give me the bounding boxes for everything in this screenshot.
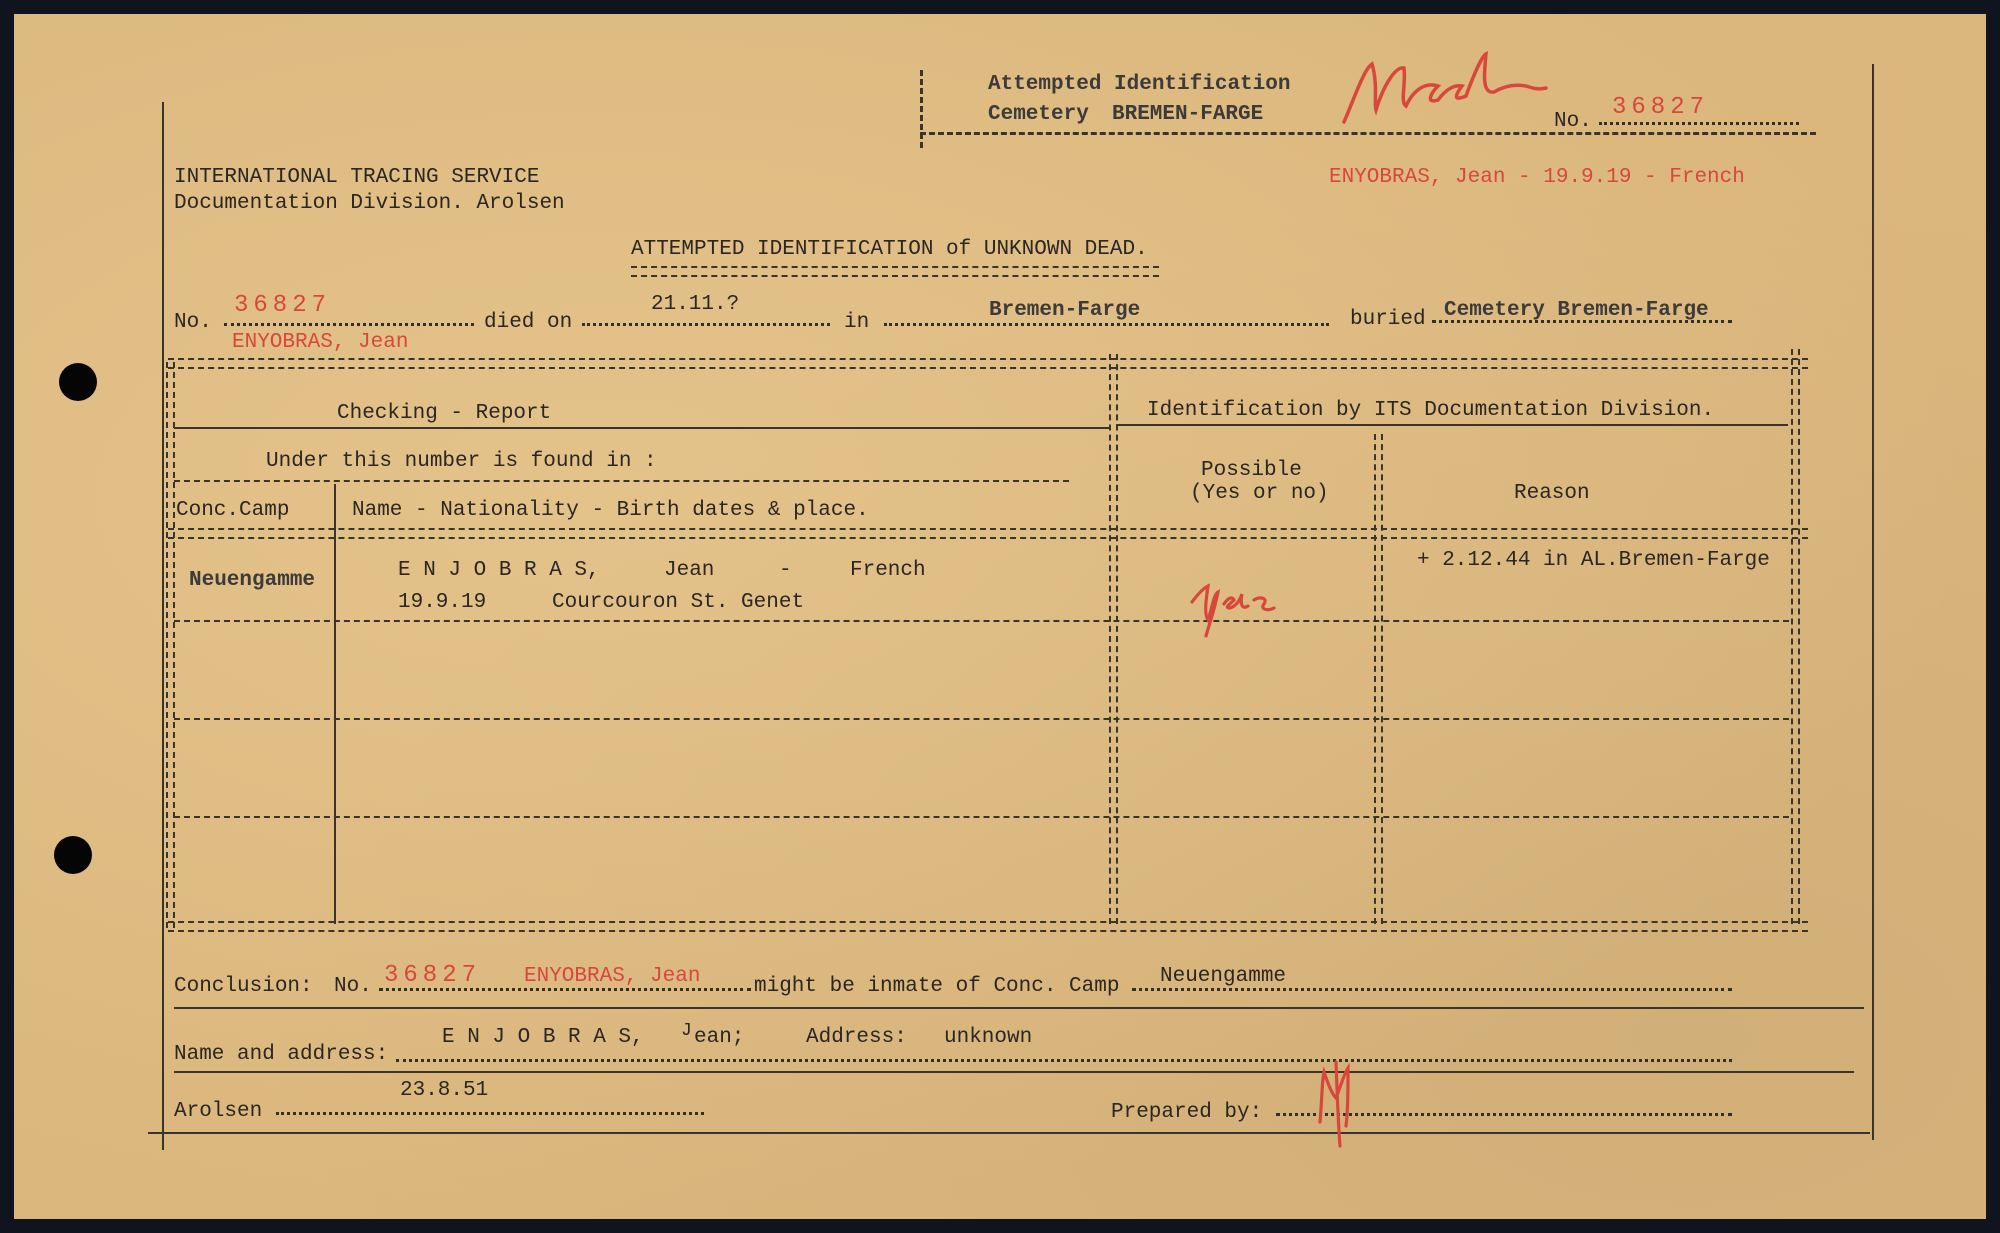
page-title: ATTEMPTED IDENTIFICATION of UNKNOWN DEAD. [631,238,1148,261]
buried-value: Cemetery Bremen-Farge [1444,299,1709,322]
record-no-label: No. [174,311,212,334]
right-border [1872,64,1874,1140]
org-name: INTERNATIONAL TRACING SERVICE [174,166,540,189]
table-top-border [168,358,1808,369]
top-no-value: 36827 [1612,94,1710,121]
stamp-line-2-value: BREMEN-FARGE [1112,103,1264,126]
in-dots [884,323,1329,326]
address-label: Address: [806,1026,907,1049]
under-number-text: Under this number is found in : [266,450,657,473]
died-on-label: died on [484,311,573,334]
division-name: Documentation Division. Arolsen [174,192,565,215]
record-no-value: 36827 [234,292,332,319]
col-name-header: Name - Nationality - Birth dates & place. [352,499,869,522]
conclusion-camp-dots [1132,988,1732,991]
footer-place: Arolsen [174,1100,263,1123]
name-address-first-rest: ean; [694,1026,745,1049]
row1-camp: Neuengamme [189,569,316,592]
record-no-dots [224,323,474,326]
buried-label: buried [1350,308,1426,331]
name-address-first-initial: J [681,1021,692,1041]
address-value: unknown [944,1026,1033,1049]
prepared-by-initials [1310,1060,1360,1150]
prepared-by-label: Prepared by: [1111,1101,1263,1124]
in-value: Bremen-Farge [989,299,1141,322]
table-header-divider [168,528,1808,539]
footer-date: 23.8.51 [400,1079,489,1102]
name-address-underline [174,1071,1854,1073]
conclusion-might-be: might be inmate of Conc. Camp [754,975,1120,998]
stamp-box-left [920,70,923,148]
conclusion-no-dots [379,988,751,991]
conclusion-name: ENYOBRAS, Jean [524,965,701,988]
row1-nationality: French [850,559,926,582]
table-col-divider-main [1109,354,1118,924]
stamp-line-2-label: Cemetery [988,103,1089,126]
handwritten-made [1334,44,1554,134]
bottom-border [148,1132,1870,1134]
conclusion-no-label: No. [334,975,372,998]
table-left-border [166,362,175,928]
row1-dash: - [779,559,792,582]
red-summary: ENYOBRAS, Jean - 19.9.19 - French [1329,166,1745,189]
row1-birth-date: 19.9.19 [398,591,487,614]
col-possible-header-2: (Yes or no) [1190,482,1329,505]
name-address-label: Name and address: [174,1043,389,1066]
under-number-underline [174,480,1069,482]
conclusion-label: Conclusion: [174,975,313,998]
identification-heading: Identification by ITS Documentation Division. [1147,399,1715,422]
document-card [14,14,1986,1219]
died-on-dots [582,323,830,326]
row1-possible-yes [1184,564,1284,644]
table-right-border [1791,349,1800,924]
title-underline [631,266,1159,277]
record-red-name: ENYOBRAS, Jean [232,331,409,354]
left-border [162,102,164,1150]
name-address-dots [396,1059,1732,1062]
identification-underline [1116,424,1788,426]
row1-surname: E N J O B R A S, [398,559,600,582]
row-divider-2 [174,718,1789,720]
conclusion-underline [174,1007,1864,1009]
top-no-label: No. [1554,110,1592,133]
punch-hole-top [59,363,97,401]
checking-report-heading: Checking - Report [337,402,552,425]
camp-col-divider [334,484,336,924]
col-possible-header-1: Possible [1201,459,1302,482]
footer-date-dots [276,1112,704,1115]
died-on-value: 21.11.? [651,293,740,316]
conclusion-no-value: 36827 [384,962,482,989]
in-label: in [844,311,870,334]
row-divider-3 [174,816,1789,818]
table-col-divider-reason [1374,434,1383,924]
row1-reason: + 2.12.44 in AL.Bremen-Farge [1417,549,1770,572]
col-camp-header: Conc.Camp [176,499,290,522]
name-address-surname: E N J O B R A S, [442,1026,644,1049]
stamp-line-1: Attempted Identification [988,73,1291,96]
col-reason-header: Reason [1514,482,1590,505]
punch-hole-bottom [54,836,92,874]
conclusion-camp: Neuengamme [1160,965,1287,988]
table-bottom-border [168,921,1808,932]
row1-birth-place: Courcouron St. Genet [552,591,805,614]
row1-first-name: Jean [664,559,715,582]
checking-report-underline [174,427,1109,429]
top-no-dots [1599,122,1799,125]
row-divider-1 [174,620,1789,622]
